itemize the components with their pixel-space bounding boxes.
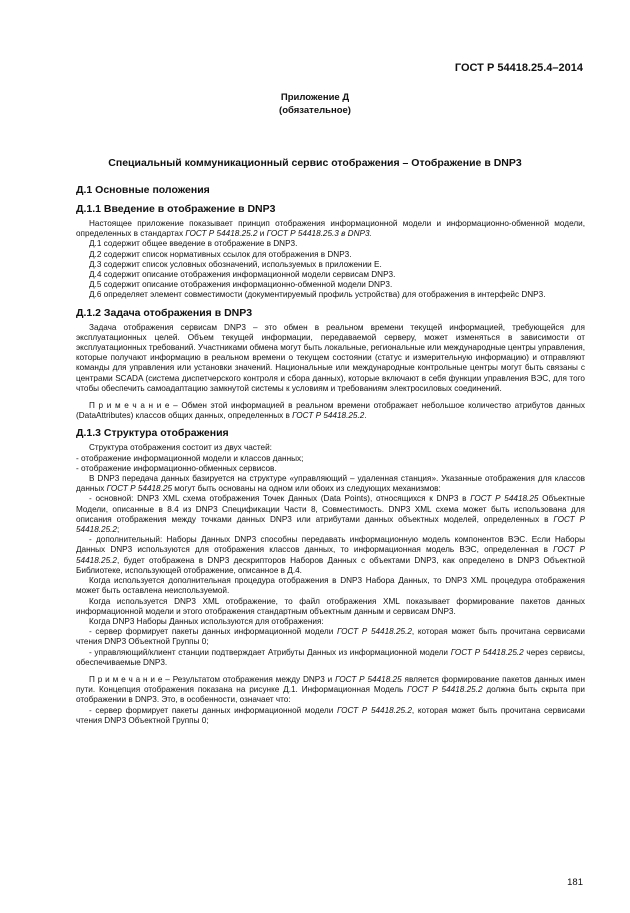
main-title: Специальный коммуникационный сервис отображения – Отображение в DNP3	[108, 157, 522, 169]
paragraph: Настоящее приложение показывает принцип отображения информационной модели и информационно-обменной модели, определенных в стандартах ГОСТ Р 54418.25.2 и ГОСТ Р 54418.25.3 в DNP3.	[76, 219, 585, 239]
list-item: - отображение информационной модели и классов данных;	[76, 453, 304, 463]
section-heading-d13: Д.1.3 Структура отображения	[76, 427, 229, 440]
section-heading-d12: Д.1.2 Задача отображения в DNP3	[76, 306, 253, 319]
appendix-heading	[0, 91, 630, 117]
page-number: 181	[567, 877, 583, 888]
list-item: - сервер формирует пакеты данных информационной модели ГОСТ Р 54418.25.2, которая может быть прочитана сервисами чтения DNP3 Объектной Группы 0;	[76, 627, 585, 647]
note: П р и м е ч а н и е – Обмен этой информацией в реальном времени отображает небольшое количество атрибутов данных (DataAttributes) классов общих данных, определенных в ГОСТ Р 54418.25.2.	[76, 401, 586, 421]
paragraph: Д.4 содержит описание отображения информационной модели сервисам DNP3.	[89, 270, 396, 280]
section-heading-d1: Д.1 Основные положения	[76, 184, 210, 196]
standard-header: ГОСТ Р 54418.25.4–2014	[454, 62, 583, 74]
section-heading-d11: Д.1.1 Введение в отображение в DNP3	[76, 203, 276, 215]
paragraph: Д.6 определяет элемент совместимости (документируемый профиль устройства) для отображения в интерфейс DNP3.	[89, 290, 546, 300]
note: П р и м е ч а н и е – Результатом отображения между DNP3 и ГОСТ Р 54418.25 является формирование пакетов данных имен пути. Концепция отображения показана на рисунке Д.1. Информационная Модель ГОСТ Р 54418.25.2 должна быть скрыта при отображении в DNP3. Это, в особенности, означает что:	[76, 674, 585, 705]
paragraph: Структура отображения состоит из двух частей:	[89, 443, 272, 453]
paragraph: Когда используется DNP3 XML отображение, то файл отображения XML показывает формирование пакетов данных информационной модели и этого отображения стандартным объектным данным и сервисам DNP3.	[76, 596, 585, 616]
paragraph: Д.3 содержит список условных обозначений, используемых в приложении Е.	[89, 259, 382, 269]
paragraph: В DNP3 передача данных базируется на структуре «управляющий – удаленная станция». Указанные отображения для классов данных ГОСТ Р 54418.25 могут быть основаны на одном или обоих из следующих механизмов:	[76, 474, 585, 494]
paragraph: Д.1 содержит общее введение в отображение в DNP3.	[89, 239, 298, 249]
appendix-title: Приложение Д	[280, 92, 350, 103]
paragraph: - дополнительный: Наборы Данных DNP3 способны передавать информационную модель компонентов ВЭС. Если Наборы Данных DNP3 используются для отображения классов данных, то информационная модель ВЭС, определенная в ГОСТ Р 54418.25.2, будет отображена в DNP3 дескрипторов Наборов Данных с объектами DNP3, как определено в DNP3 Объектной Библиотеке, использующей отображение, описанное в Д.4.	[76, 535, 585, 575]
appendix-status: (обязательное)	[279, 105, 351, 116]
content	[76, 184, 585, 726]
list-item: - управляющий/клиент станции подтверждает Атрибуты Данных из информационной модели ГОСТ Р 54418.25.2 через сервисы, обеспечиваемые DNP3.	[76, 647, 585, 667]
paragraph: Когда используется дополнительная процедура отображения в DNP3 Набора Данных, то DNP3 XML процедура отображения может быть оставлена неиспользуемой.	[76, 576, 585, 596]
list-item: - сервер формирует пакеты данных информационной модели ГОСТ Р 54418.25.2, которая может быть прочитана сервисами чтения DNP3 Объектной Группы 0;	[76, 705, 585, 725]
paragraph: Д.5 содержит описание отображения информационно-обменной модели DNP3.	[89, 280, 393, 290]
paragraph: Когда DNP3 Наборы Данных используются для отображения:	[89, 616, 324, 626]
list-item: - отображение информационно-обменных сервисов.	[76, 463, 277, 473]
paragraph: Д.2 содержит список нормативных ссылок для отображения в DNP3.	[89, 249, 352, 259]
paragraph: - основной: DNP3 XML схема отображения Точек Данных (Data Points), относящихся к DNP3 в ГОСТ Р 54418.25 Объектные Модели, описанные в 8.4 из DNP3 Спецификации Части 8, Совместимость. DNP3 XML схема может быть использована для описания отображения между точками данных DNP3 или атрибутами данных объектных моделей, определенных в ГОСТ Р 54418.25.2;	[76, 494, 586, 535]
paragraph: Задача отображения сервисам DNP3 – это обмен в реальном времени текущей информацией, требующейся для эксплуатационных целей. Объем текущей информации, передаваемой серверу, может изменяться в зависимости от эксплуатационных требований. Участниками обмена могут быть локальные, региональные или международные центры управления, которые получают информацию в реальном времени о текущем состоянии (статус и измерительную информацию) и отправляют команды для управления или установки значений. Национальные или международные контрольные центры могут быть связаны с центрами SCADA (система диспетчерского контроля и сбора данных), которые включают в себя функции управления ВЭС, для того чтобы обеспечить самоадаптацию замкнутой системы к условиям и требованиям электросиловых соединений.	[76, 322, 585, 393]
